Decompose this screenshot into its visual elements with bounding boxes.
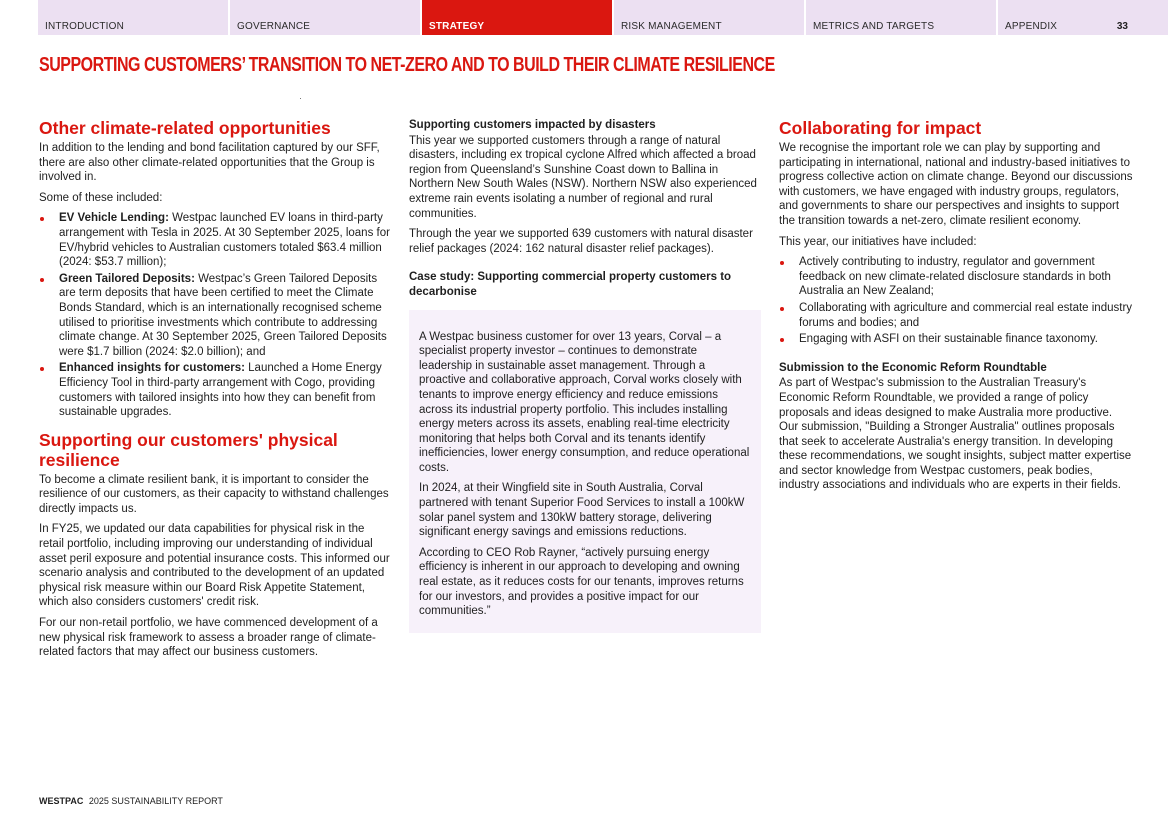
section-heading-collaborating: Collaborating for impact [779,118,982,138]
paragraph: In FY25, we updated our data capabilities for physical risk in the retail portfolio, including improving our understanding of individual asset peril exposure and potential insurance costs. This informed our scenario analysis and contributed to the development of an updated physical risk measure within our Board Risk Appetite Statement, which also considers customers' credit risk. [39,523,390,609]
paragraph: As part of Westpac's submission to the Australian Treasury's Economic Reform Roundtable, we provided a range of policy proposals and ideas designed to make Australia more productive. Our submission, "Building a Stronger Australia" outlines proposals that seek to accelerate Australia's energy transition. In developing these recommendations, we sought insights, subject matter expertise and sector knowledge from Westpac customers, peak bodies, industry associations and individuals who are experts in their fields. [779,377,1132,492]
case-study-paragraph: A Westpac business customer for over 13 years, Corval – a specialist property investor – continues to demonstrate leadership in sustainable asset management. Through a proactive and collaborative approach, Corval works closely with tenants to improve energy efficiency and reduce emissions across its industrial property portfolio. This includes installing energy meters across its assets, enabling real-time electricity monitoring that helps both Corval and its tenants identify inefficiencies, lower energy consumption, and reduce operational costs. [419,330,750,474]
column-right [779,118,1133,499]
tab-governance[interactable] [230,0,420,35]
top-navigation [38,0,1168,35]
section-heading-physical-resilience: Supporting our customers' physical resilience [39,429,338,470]
paragraph: This year we supported customers through a range of natural disasters, including ex tropical cyclone Alfred which affected a broad region from Queensland’s Sunshine Coast down to Ballina in Northern New South Wales (NSW). Northern NSW also experienced extreme rain events isolating a number of regional and rural communities. [409,134,757,220]
tab-strategy[interactable] [422,0,612,35]
list-item: Engaging with ASFI on their sustainable finance taxonomy. [779,332,1133,347]
case-study-paragraph: In 2024, at their Wingfield site in South Australia, Corval partnered with tenant Superior Food Services to install a 100kW solar panel system and 130kW battery storage, delivering significant energy savings and emissions reductions. [419,482,745,539]
paragraph: This year, our initiatives have included: [779,235,977,248]
subheading-disasters: Supporting customers impacted by disasters [409,119,656,131]
column-left [39,118,391,666]
tab-introduction[interactable] [38,0,228,35]
stray-dot [300,98,301,99]
footer-brand: WESTPAC [39,796,84,806]
list-item [39,361,391,419]
tab-appendix[interactable] [998,0,1168,35]
subheading-submission: Submission to the Economic Reform Roundtable [779,361,1047,374]
tab-label: GOVERNANCE [237,21,311,32]
tab-label: RISK MANAGEMENT [621,21,722,32]
tab-label: APPENDIX [1005,21,1058,32]
list-item-title: EV Vehicle Lending: [59,212,169,225]
column-middle [409,118,759,633]
section-heading-other-opportunities: Other climate-related opportunities [39,118,331,138]
list-item [39,272,391,360]
subheading-case-study: Case study: Supporting commercial property customers to decarbonise [409,271,732,298]
tab-metrics-and-targets[interactable] [806,0,996,35]
footer-report-title: 2025 SUSTAINABILITY REPORT [88,796,223,806]
case-study-box [409,310,761,633]
list-item-title: Green Tailored Deposits: [59,272,195,285]
list-item-text: Launched a Home Energy Efficiency Tool in third-party arrangement with Cogo, providing customers with tailored insights into how they can benefit from sustainable upgrades. [59,362,382,419]
list-item-text: Westpac’s Green Tailored Deposits are term deposits that have been certified to meet the Climate Bonds Standard, which is an internationally recognised scheme utilised to prioritise investments which contribute to addressing climate change. At 30 September 2025, Green Tailored Deposits were $1.7 billion (2024: $2.0 billion); and [59,272,387,358]
list-item-title: Enhanced insights for customers: [59,362,245,375]
initiatives-list [779,255,1133,347]
paragraph: Through the year we supported 639 customers with natural disaster relief packages (2024: 162 natural disaster relief packages). [409,228,753,255]
paragraph: For our non-retail portfolio, we have commenced development of a new physical risk framework to assess a broader range of climate-related factors that may affect our business customers. [39,617,378,659]
tab-label: STRATEGY [429,21,485,32]
paragraph: Some of these included: [39,191,163,204]
paragraph: In addition to the lending and bond facilitation captured by our SFF, there are also other climate-related opportunities that the Group is involved in. [39,142,380,184]
list-item [39,211,391,269]
tab-label: METRICS AND TARGETS [813,21,935,32]
page-number: 33 [1116,21,1128,32]
page-title: SUPPORTING CUSTOMERS’ TRANSITION TO NET-ZERO AND TO BUILD THEIR CLIMATE RESILIENCE [39,54,775,76]
list-item: Collaborating with agriculture and commercial real estate industry forums and bodies; and [779,301,1133,330]
paragraph: To become a climate resilient bank, it is important to consider the resilience of our customers, as their capacity to withstand challenges directly impacts us. [39,473,389,515]
list-item: Actively contributing to industry, regulator and government feedback on new climate-related disclosure standards in both Australia an New Zealand; [779,255,1133,299]
opportunities-list [39,211,391,419]
list-item-text: Westpac launched EV loans in third-party arrangement with Tesla in 2025. At 30 September 2025, loans for EV/hybrid vehicles to Australian customers totaled $63.4 million (2024: $53.7 million); [59,212,390,269]
tab-label: INTRODUCTION [45,21,125,32]
footer [39,796,223,806]
tab-risk-management[interactable] [614,0,804,35]
paragraph: We recognise the important role we can play by supporting and participating in international, national and industry-based initiatives to progress collective action on climate change. Beyond our discussions with customers, we have engaged with industry groups, regulators, and governments to share our perspectives and insights to support the transition towards a net-zero, climate resilient economy. [779,142,1133,227]
case-study-paragraph: According to CEO Rob Rayner, “actively pursuing energy efficiency is inherent in our approach to developing and owning real estate, as it reduces costs for our tenants, improves returns for our investors, and provides a positive impact for our communities.” [419,546,744,618]
